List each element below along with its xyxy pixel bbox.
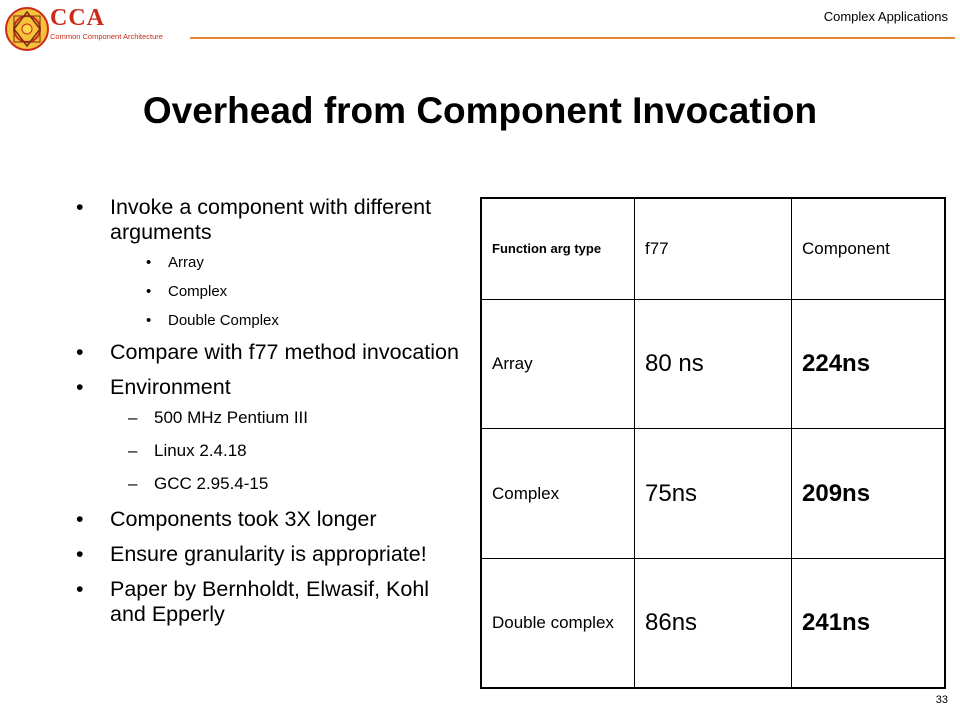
section-label: Complex Applications (823, 9, 948, 24)
row-type-cell: Array (481, 299, 635, 429)
component-time-cell: 209ns (792, 429, 946, 559)
sub-bullet-item (110, 408, 462, 428)
bullet-marker: • (76, 340, 84, 364)
dash-marker: – (128, 441, 138, 460)
sub-bullet-item (110, 474, 462, 494)
sub-bullet-item (110, 282, 462, 301)
bullet-list (72, 195, 462, 637)
bullet-item (72, 542, 462, 567)
sub-bullet-list (110, 253, 462, 330)
bullet-item (72, 507, 462, 532)
sub-bullet-text: Complex (168, 283, 228, 300)
header-cell-f77: f77 (635, 198, 792, 299)
table-header-row (481, 198, 945, 299)
bullet-text: Invoke a component with different arguments (110, 195, 432, 244)
header-cell-arg-type: Function arg type (481, 198, 635, 299)
bullet-marker: • (76, 507, 84, 531)
row-type-cell: Complex (481, 429, 635, 559)
bullet-text: Ensure granularity is appropriate! (110, 542, 427, 566)
bullet-text: Compare with f77 method invocation (110, 340, 459, 364)
dash-marker: – (128, 474, 138, 493)
sub-bullet-marker: • (146, 254, 152, 271)
sub-bullet-list (110, 408, 462, 494)
bullet-item (72, 195, 462, 330)
sub-bullet-text: Double Complex (168, 312, 279, 329)
header-cell-component: Component (792, 198, 946, 299)
sub-bullet-item (110, 311, 462, 330)
bullet-item (72, 340, 462, 365)
bullet-marker: • (76, 375, 84, 399)
f77-time-cell: 80 ns (635, 299, 792, 429)
bullet-marker: • (76, 195, 84, 219)
bullet-item (72, 375, 462, 494)
sub-bullet-item (110, 441, 462, 461)
logo-text: CCA (50, 5, 105, 31)
table-row (481, 558, 945, 688)
sub-bullet-item (110, 253, 462, 272)
row-type-cell: Double complex (481, 558, 635, 688)
dash-marker: – (128, 408, 138, 427)
bullet-text: Components took 3X longer (110, 507, 377, 531)
bullet-item (72, 577, 462, 627)
slide-title: Overhead from Component Invocation (142, 90, 818, 131)
cca-logo-icon (4, 6, 50, 52)
sub-bullet-marker: • (146, 283, 152, 300)
sub-bullet-marker: • (146, 312, 152, 329)
component-time-cell: 224ns (792, 299, 946, 429)
sub-bullet-text: 500 MHz Pentium III (154, 408, 309, 427)
bullet-marker: • (76, 542, 84, 566)
component-time-cell: 241ns (792, 558, 946, 688)
page-number: 33 (935, 694, 948, 706)
logo-subtitle: Common Component Architecture (50, 32, 163, 41)
sub-bullet-text: Linux 2.4.18 (154, 441, 247, 460)
f77-time-cell: 75ns (635, 429, 792, 559)
f77-time-cell: 86ns (635, 558, 792, 688)
sub-bullet-text: Array (168, 254, 204, 271)
bullet-text: Environment (110, 375, 231, 399)
sub-bullet-text: GCC 2.95.4-15 (154, 474, 269, 493)
bullet-text: Paper by Bernholdt, Elwasif, Kohl and Epperly (110, 577, 430, 626)
bullet-marker: • (76, 577, 84, 601)
table-row (481, 429, 945, 559)
table-row (481, 299, 945, 429)
header-rule (190, 37, 955, 39)
overhead-table (480, 197, 946, 689)
